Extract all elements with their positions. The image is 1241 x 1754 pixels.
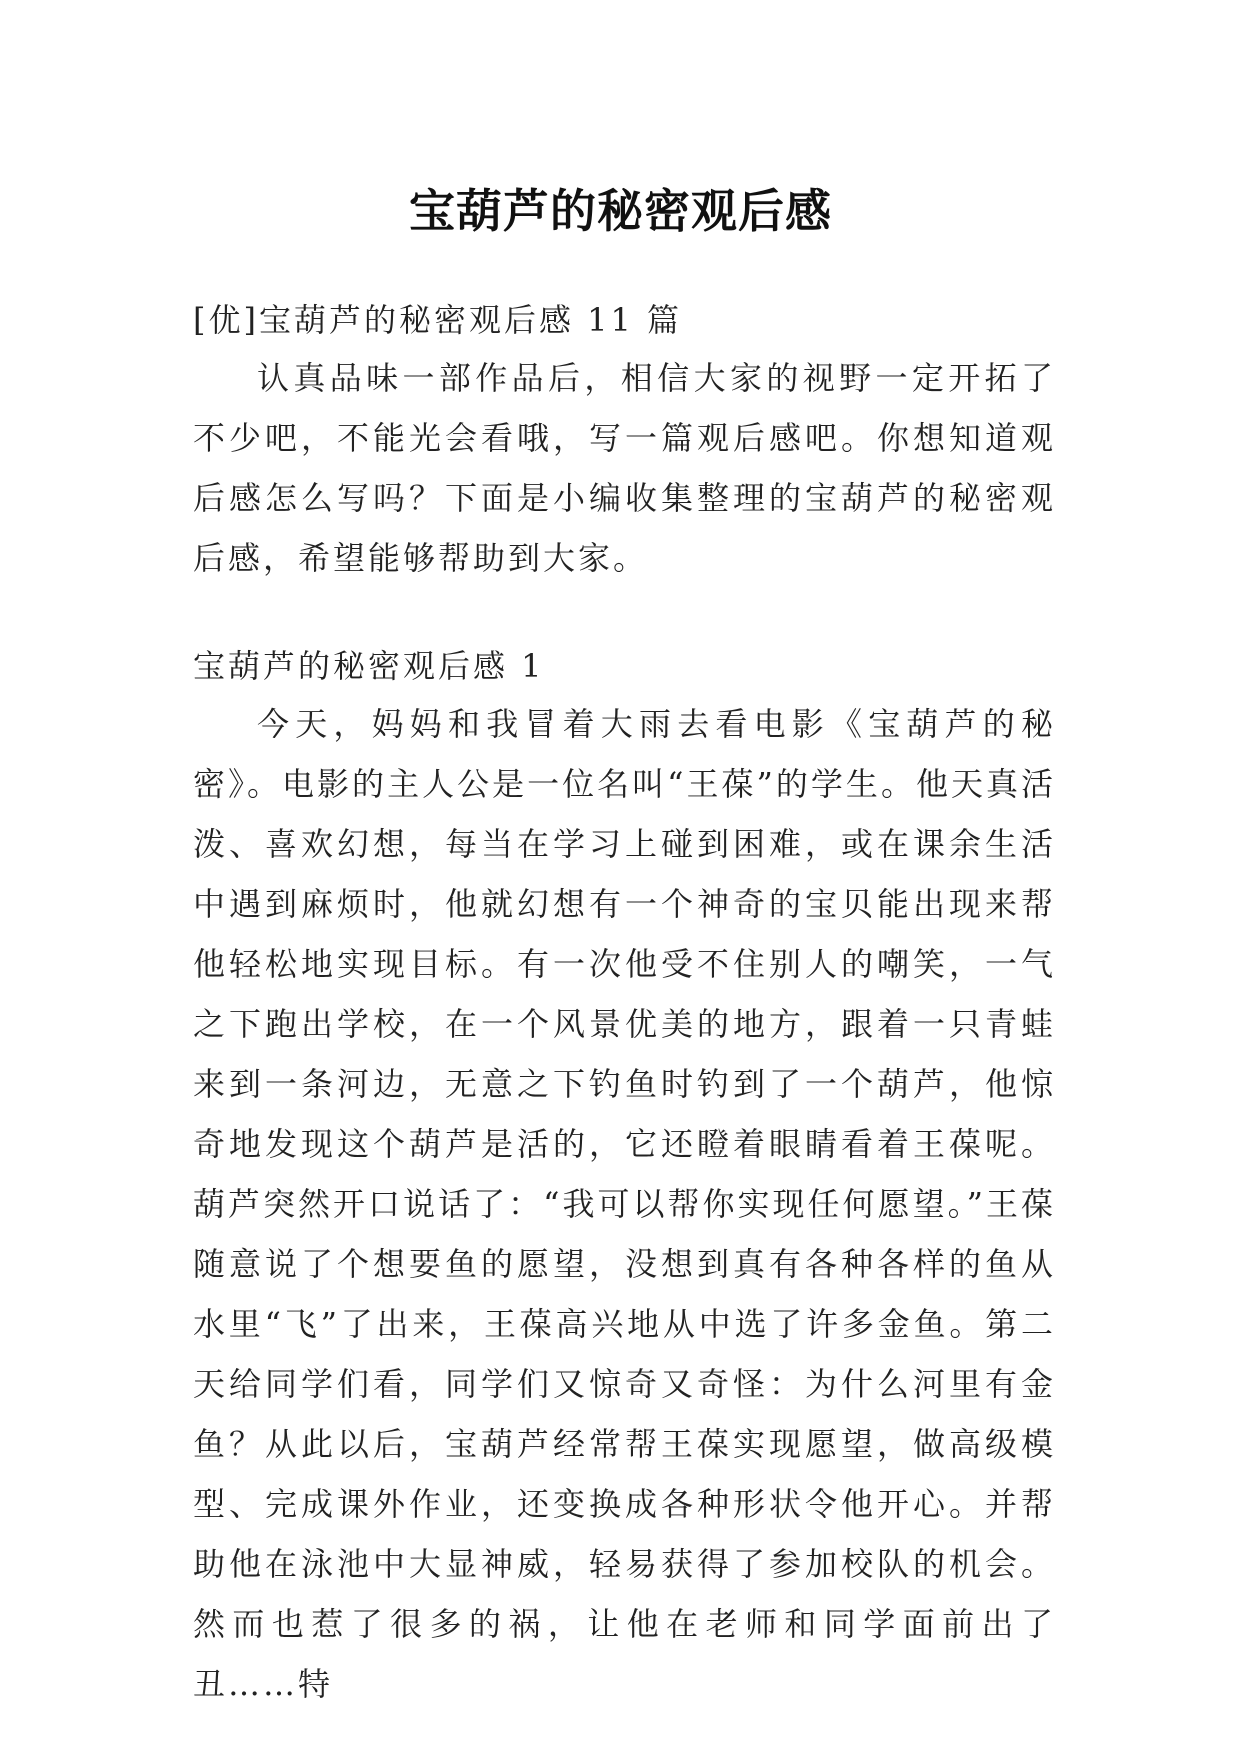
body-paragraph: 今天，妈妈和我冒着大雨去看电影《宝葫芦的秘密》。电影的主人公是一位名叫“王葆”的学生。他天真活泼、喜欢幻想，每当在学习上碰到困难，或在课余生活中遇到麻烦时，他就幻想有一个神奇的宝贝能出现来帮他轻松地实现目标。有一次他受不住别人的嘲笑，一气之下跑出学校，在一个风景优美的地方，跟着一只青蛙来到一条河边，无意之下钓鱼时钓到了一个葫芦，他惊奇地发现这个葫芦是活的，它还瞪着眼睛看着王葆呢。葫芦突然开口说话了：“我可以帮你实现任何愿望。”王葆随意说了个想要鱼的愿望，没想到真有各种各样的鱼从水里“飞”了出来，王葆高兴地从中选了许多金鱼。第二天给同学们看，同学们又惊奇又奇怪：为什么河里有金鱼？从此以后，宝葫芦经常帮王葆实现愿望，做高级模型、完成课外作业，还变换成各种形状令他开心。并帮助他在泳池中大显神威，轻易获得了参加校队的机会。然而也惹了很多的祸，让他在老师和同学面前出了丑……特	[193, 705, 1056, 1703]
section-heading: 宝葫芦的秘密观后感 1	[193, 647, 545, 685]
document-subtitle: [优]宝葫芦的秘密观后感 11 篇	[193, 301, 683, 339]
intro-paragraph: 认真品味一部作品后，相信大家的视野一定开拓了不少吧，不能光会看哦，写一篇观后感吧。你想知道观后感怎么写吗？下面是小编收集整理的宝葫芦的秘密观后感，希望能够帮助到大家。	[193, 359, 1056, 577]
intro-section	[193, 348, 1056, 588]
body-section	[193, 694, 1056, 1714]
document-title: 宝葫芦的秘密观后感	[409, 183, 832, 238]
